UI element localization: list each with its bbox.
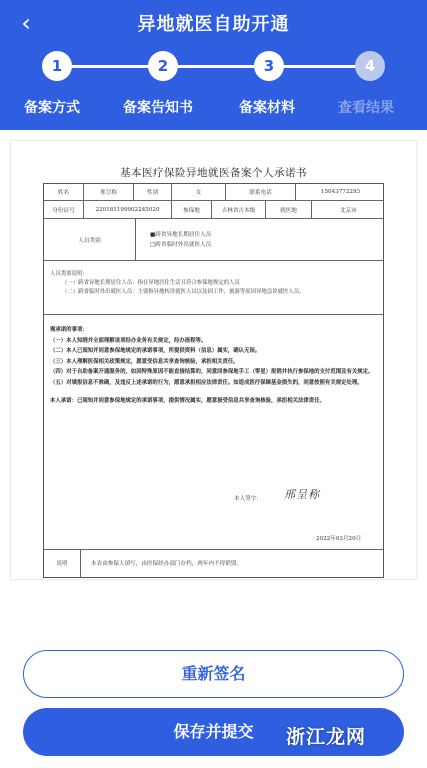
name-value: 邢呈称 (84, 184, 134, 200)
category-note-2: （二）跨省临时外出就医人员：主要指异地转诊就医人员以及因工作、旅游等原因异地急诊就医人员。 (62, 289, 305, 295)
step-2-circle: 2 (148, 51, 178, 81)
insured-value: 吉林省吉本级 (212, 201, 266, 218)
id-value: 220181199902245020 (84, 201, 172, 218)
watermark-logo: 浙江龙网 (286, 726, 367, 748)
resign-button[interactable]: 重新签名 (23, 650, 404, 698)
id-label: 身份证号 (44, 201, 84, 218)
promise-item-4: （四）对于自助备案开通服务的，如因特殊原因不能直接结算的，同意回参保地手工（零星）报销并执行参保地的支付范围及有关规定。 (50, 369, 374, 375)
document-title: 基本医疗保险异地就医备案个人承诺书 (120, 167, 307, 179)
promise-form-table (43, 183, 384, 578)
signature-label: 本人签字： (234, 496, 262, 502)
promise-document (10, 140, 417, 580)
step-3-circle: 3 (254, 51, 284, 81)
promise-item-3: （三）本人理解医保相关政策规定，愿意受信息共享查询核验，承担相关责任。 (50, 358, 239, 365)
table-row (44, 184, 383, 201)
divider (44, 314, 383, 315)
category-notes (50, 270, 380, 297)
category-option-long-term: ■跨省异地长期居住人员 (150, 231, 212, 238)
step-2-label: 备案告知书 (123, 100, 193, 116)
step-1-label: 备案方式 (24, 100, 80, 116)
signature-value: 邢呈称 (284, 488, 320, 501)
destination-value: 北京市 (340, 207, 357, 214)
promise-item-5: （五）对填报信息不准确，及违反上述承诺的行为，愿意承担相应法律责任。如造成医疗保障基金损失的，同意按照有关规定处理。 (50, 379, 363, 386)
remark-value: 本表由参保人填写，由医保经办部门存档，两年内不得销毁。 (91, 561, 243, 567)
category-option-temporary: □跨省临时外出就医人员 (150, 241, 212, 248)
save-submit-button[interactable]: 保存并提交 (23, 708, 404, 756)
step-4-label: 查看结果 (338, 100, 394, 116)
step-3-label: 备案材料 (239, 100, 295, 116)
phone-value: 15043772293 (320, 189, 361, 195)
page-title: 异地就医自助开通 (137, 14, 290, 35)
step-4-circle: 4 (355, 51, 385, 81)
step-1-circle: 1 (42, 51, 72, 81)
gender-value: 女 (172, 184, 226, 200)
steps-progress-line (57, 65, 370, 68)
phone-label: 联系电话 (226, 184, 296, 200)
table-row (44, 219, 383, 261)
table-row (44, 201, 383, 219)
gender-label: 性别 (134, 184, 172, 200)
commitment-text: 本人承诺：已阅知并同意参保地规定的承诺事项，提供情况属实，愿意接受信息共享查询核验，承担相关法律责任。 (50, 398, 325, 404)
name-label: 姓名 (44, 184, 84, 200)
category-note-title: 人员类别说明： (50, 271, 88, 277)
chevron-left-icon[interactable]: ‹ (21, 9, 31, 37)
promise-item-1: （一）本人知晓并全面理解该项经办业务有关规定，经办流程等。 (50, 337, 207, 344)
remark-label: 说明 (44, 549, 81, 577)
header-bar (0, 0, 427, 130)
sign-date: 2022年03月20日 (316, 536, 362, 542)
insured-label: 参保地 (172, 201, 212, 218)
promise-title: 需承诺的事项： (50, 327, 88, 333)
category-options (136, 219, 385, 260)
promise-items (50, 325, 380, 407)
promise-item-2: （二）本人已阅知并同意参保地规定的承诺事项，所提供资料（信息）属实，确认无误。 (50, 348, 261, 354)
destination-label: 就医地 (266, 201, 312, 218)
category-note-1: （一）跨省异地长期居住人员：指在异地居住生活且符合参保地规定的人员 (62, 280, 240, 286)
category-label: 人员类别 (44, 219, 136, 260)
